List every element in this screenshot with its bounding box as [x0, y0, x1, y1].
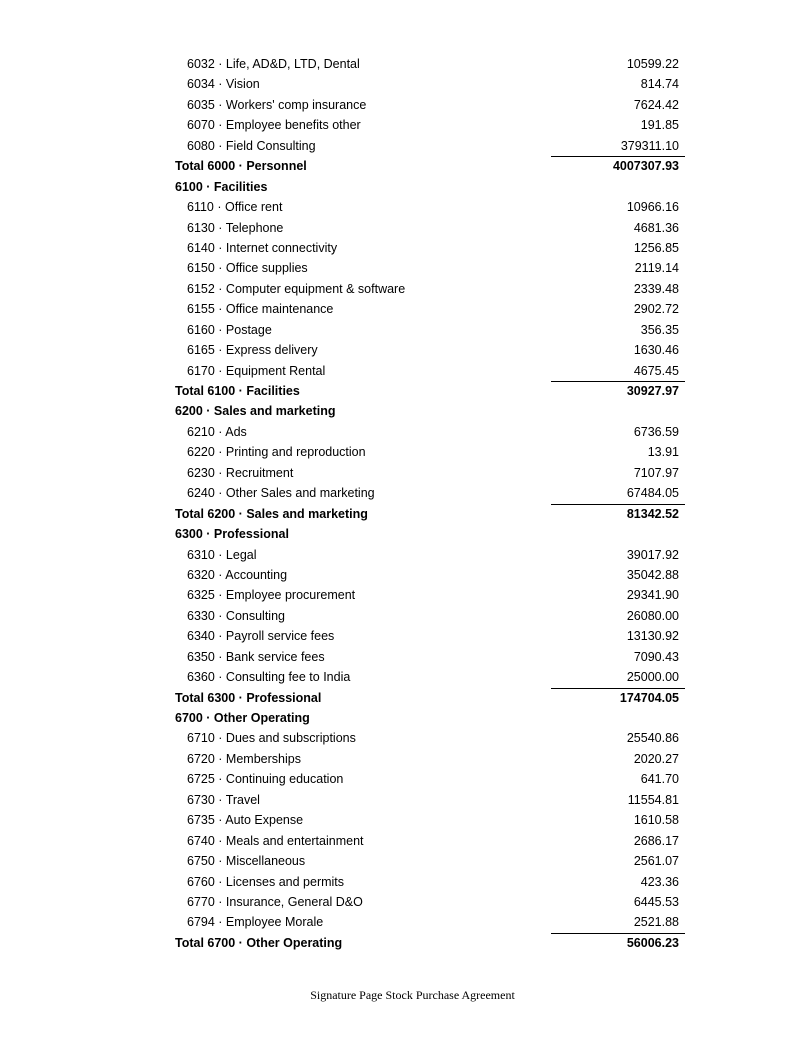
account-label: 6350 · Bank service fees: [187, 649, 325, 664]
account-amount: 29341.90: [626, 588, 679, 603]
account-label: 6735 · Auto Expense: [187, 813, 304, 828]
account-amount: 26080.00: [626, 608, 679, 623]
total-row: [175, 504, 685, 524]
account-label: 6032 · Life, AD&D, LTD, Dental: [187, 57, 360, 71]
total-label: Total 6100 · Facilities: [175, 384, 300, 398]
line-item-row: [175, 299, 685, 319]
account-amount: 7107.97: [633, 465, 679, 480]
section-label: 6200 · Sales and marketing: [175, 404, 336, 419]
account-label: 6760 · Licenses and permits: [187, 874, 345, 889]
total-row: [175, 156, 685, 176]
account-amount: 2020.27: [633, 751, 679, 766]
account-amount: 10599.22: [626, 57, 679, 71]
account-amount: 25540.86: [626, 731, 679, 746]
total-label: Total 6200 · Sales and marketing: [175, 506, 368, 521]
line-item-row: [175, 892, 685, 912]
account-label: 6130 · Telephone: [187, 220, 284, 235]
account-label: 6110 · Office rent: [187, 200, 283, 215]
account-label: 6080 · Field Consulting: [187, 138, 316, 153]
account-label: 6170 · Equipment Rental: [187, 363, 326, 378]
account-amount: 6445.53: [633, 894, 679, 909]
account-label: 6320 · Accounting: [187, 567, 288, 582]
line-item-row: [175, 749, 685, 769]
line-item-row: [175, 74, 685, 94]
account-amount: 641.70: [640, 772, 679, 787]
line-item-row: [175, 54, 685, 74]
total-label: Total 6000 · Personnel: [175, 159, 307, 174]
section-header-row: [175, 401, 685, 421]
account-label: 6165 · Express delivery: [187, 343, 318, 358]
account-amount: 35042.88: [626, 567, 679, 582]
line-item-row: [175, 463, 685, 483]
line-item-row: [175, 810, 685, 830]
account-amount: 4681.36: [633, 220, 679, 235]
account-label: 6740 · Meals and entertainment: [187, 833, 364, 848]
account-label: 6155 · Office maintenance: [187, 302, 334, 317]
account-amount: 1630.46: [633, 343, 679, 358]
account-amount: 13.91: [647, 445, 679, 460]
account-amount: 25000.00: [626, 670, 679, 685]
total-row: [175, 381, 685, 401]
account-label: 6710 · Dues and subscriptions: [187, 731, 356, 746]
account-amount: 2561.07: [633, 854, 679, 869]
line-item-row: [175, 361, 685, 381]
line-item-row: [175, 769, 685, 789]
account-amount: 6736.59: [633, 424, 679, 439]
account-amount: 67484.05: [626, 486, 679, 501]
account-label: 6770 · Insurance, General D&O: [187, 894, 363, 909]
account-label: 6160 · Postage: [187, 322, 272, 337]
account-label: 6730 · Travel: [187, 792, 260, 807]
line-item-row: [175, 585, 685, 605]
line-item-row: [175, 115, 685, 135]
line-item-row: [175, 320, 685, 340]
account-amount: 2686.17: [633, 833, 679, 848]
page-footer: Signature Page Stock Purchase Agreement: [310, 988, 515, 1002]
account-amount: 13130.92: [626, 629, 679, 644]
total-amount: 174704.05: [619, 690, 679, 705]
section-label: 6700 · Other Operating: [175, 711, 310, 725]
account-amount: 2119.14: [634, 261, 679, 276]
section-label: 6300 · Professional: [175, 527, 289, 542]
total-amount: 4007307.93: [612, 159, 679, 174]
line-item-row: [175, 279, 685, 299]
total-label: Total 6700 · Other Operating: [175, 935, 343, 950]
account-label: 6794 · Employee Morale: [187, 915, 324, 930]
account-amount: 2521.88: [633, 915, 679, 930]
line-item-row: [175, 565, 685, 585]
account-label: 6340 · Payroll service fees: [187, 629, 335, 644]
account-label: 6152 · Computer equipment & software: [187, 281, 406, 296]
line-item-row: [175, 912, 685, 932]
total-amount: 30927.97: [626, 384, 679, 398]
account-label: 6310 · Legal: [187, 547, 257, 562]
account-label: 6070 · Employee benefits other: [187, 118, 361, 133]
account-label: 6210 · Ads: [187, 424, 247, 439]
account-amount: 191.85: [640, 118, 679, 133]
line-item-row: [175, 606, 685, 626]
line-item-row: [175, 136, 685, 156]
total-row: [175, 688, 685, 708]
account-amount: 379311.10: [620, 138, 679, 153]
line-item-row: [175, 872, 685, 892]
expense-report-table: [175, 54, 685, 953]
account-label: 6750 · Miscellaneous: [187, 854, 306, 869]
account-label: 6325 · Employee procurement: [187, 588, 356, 603]
account-amount: 1610.58: [633, 813, 679, 828]
account-amount: 10966.16: [626, 200, 679, 215]
account-label: 6140 · Internet connectivity: [187, 240, 338, 255]
account-amount: 7624.42: [633, 97, 679, 112]
account-label: 6330 · Consulting: [187, 608, 285, 623]
account-amount: 356.35: [640, 322, 679, 337]
line-item-row: [175, 647, 685, 667]
account-label: 6720 · Memberships: [187, 751, 301, 766]
account-label: 6034 · Vision: [187, 77, 260, 92]
account-label: 6360 · Consulting fee to India: [187, 670, 351, 685]
line-item-row: [175, 626, 685, 646]
account-amount: 423.36: [640, 874, 679, 889]
account-label: 6230 · Recruitment: [187, 465, 294, 480]
line-item-row: [175, 422, 685, 442]
total-label: Total 6300 · Professional: [175, 690, 322, 705]
line-item-row: [175, 258, 685, 278]
line-item-row: [175, 340, 685, 360]
line-item-row: [175, 728, 685, 748]
section-label: 6100 · Facilities: [175, 179, 268, 194]
line-item-row: [175, 545, 685, 565]
account-amount: 2339.48: [633, 281, 679, 296]
line-item-row: [175, 667, 685, 687]
account-label: 6220 · Printing and reproduction: [187, 445, 366, 460]
line-item-row: [175, 238, 685, 258]
section-header-row: [175, 708, 685, 728]
total-amount: 56006.23: [626, 935, 679, 950]
line-item-row: [175, 790, 685, 810]
line-item-row: [175, 197, 685, 217]
total-amount: 81342.52: [626, 506, 679, 521]
line-item-row: [175, 95, 685, 115]
account-amount: 39017.92: [626, 547, 679, 562]
account-amount: 7090.43: [633, 649, 679, 664]
account-amount: 4675.45: [633, 363, 679, 378]
line-item-row: [175, 483, 685, 503]
account-amount: 11554.81: [627, 792, 679, 807]
account-amount: 1256.85: [633, 240, 679, 255]
account-amount: 814.74: [640, 77, 679, 92]
line-item-row: [175, 831, 685, 851]
section-header-row: [175, 524, 685, 544]
account-label: 6035 · Workers' comp insurance: [187, 97, 367, 112]
total-row: [175, 933, 685, 953]
line-item-row: [175, 218, 685, 238]
line-item-row: [175, 442, 685, 462]
account-label: 6240 · Other Sales and marketing: [187, 486, 375, 501]
account-label: 6725 · Continuing education: [187, 772, 344, 787]
account-label: 6150 · Office supplies: [187, 261, 308, 276]
line-item-row: [175, 851, 685, 871]
section-header-row: [175, 177, 685, 197]
account-amount: 2902.72: [633, 302, 679, 317]
